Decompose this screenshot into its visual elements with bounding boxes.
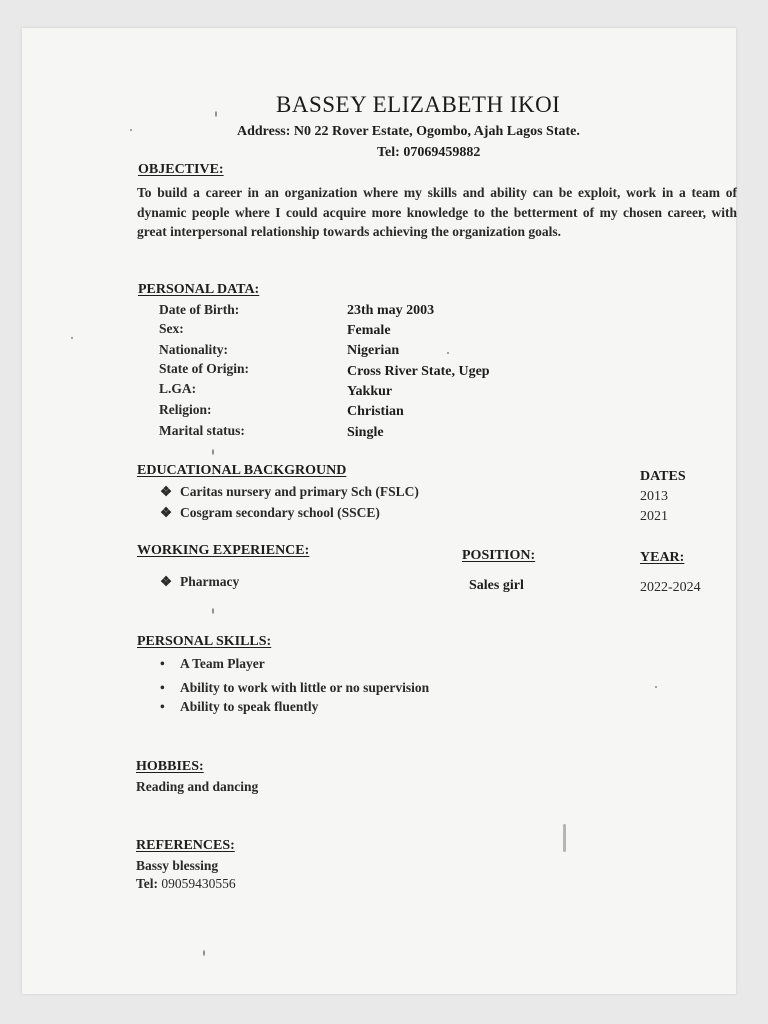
reference-tel (136, 876, 236, 892)
skill-item (160, 699, 318, 715)
education-date: 2021 (640, 509, 668, 524)
bullet-dot-icon: • (160, 699, 165, 714)
lga-value: Yakkur (347, 384, 393, 399)
dob-value: 23th may 2003 (347, 303, 435, 318)
scan-speck (447, 352, 449, 354)
bullet-dot-icon: • (160, 656, 165, 671)
references-heading: REFERENCES: (136, 838, 235, 853)
dates-heading: DATES (640, 469, 686, 484)
experience-position: Sales girl (469, 578, 524, 593)
state-of-origin-label: State of Origin: (159, 361, 249, 376)
skill-item (160, 656, 265, 672)
scan-speck (655, 686, 657, 688)
telephone-line: Tel: 07069459882 (377, 145, 481, 160)
experience-heading: WORKING EXPERIENCE: (137, 543, 310, 558)
sex-value: Female (347, 323, 391, 338)
dob-label: Date of Birth: (159, 302, 240, 317)
skill-text: Ability to speak fluently (180, 699, 319, 714)
scan-speck (212, 608, 214, 614)
education-item-text: Cosgram secondary school (SSCE) (180, 505, 380, 520)
scan-speck (71, 337, 73, 339)
experience-year: 2022-2024 (640, 580, 701, 595)
nationality-label: Nationality: (159, 342, 228, 357)
religion-label: Religion: (159, 402, 212, 417)
sex-label: Sex: (159, 321, 184, 336)
lga-label: L.GA: (159, 381, 197, 396)
skill-text: A Team Player (180, 656, 265, 671)
state-of-origin-value: Cross River State, Ugep (347, 364, 490, 379)
hobbies-text: Reading and dancing (136, 779, 259, 794)
objective-heading: OBJECTIVE: (138, 162, 224, 177)
education-heading: EDUCATIONAL BACKGROUND (137, 463, 347, 478)
experience-place: Pharmacy (180, 574, 240, 589)
marital-status-label: Marital status: (159, 423, 245, 438)
bullet-dot-icon: • (160, 680, 165, 695)
religion-value: Christian (347, 404, 404, 419)
position-heading: POSITION: (462, 548, 536, 563)
education-date: 2013 (640, 489, 668, 504)
reference-tel-number: 09059430556 (161, 876, 236, 891)
diamond-bullet-icon: ❖ (160, 505, 173, 520)
reference-name: Bassy blessing (136, 858, 219, 873)
experience-item (160, 574, 239, 590)
education-item (160, 505, 380, 521)
scan-speck (563, 824, 566, 852)
diamond-bullet-icon: ❖ (160, 484, 173, 499)
applicant-name: BASSEY ELIZABETH IKOI (276, 92, 561, 117)
diamond-bullet-icon: ❖ (160, 574, 173, 589)
education-item (160, 484, 419, 500)
address-line: Address: N0 22 Rover Estate, Ogombo, Ajah Lagos State. (237, 124, 580, 139)
scan-speck (215, 111, 217, 117)
education-item-text: Caritas nursery and primary Sch (FSLC) (180, 484, 419, 499)
objective-text: To build a career in an organization where my skills and ability can be exploit, work in a team of dynamic people where I could acquire more knowledge to the betterment of my chosen career, with great interpersonal relationship towards achieving the organization goals. (137, 185, 737, 239)
year-heading: YEAR: (640, 550, 685, 565)
nationality-value: Nigerian (347, 343, 400, 358)
skills-heading: PERSONAL SKILLS: (137, 634, 272, 649)
skill-item (160, 680, 429, 696)
scan-speck (203, 950, 205, 956)
hobbies-heading: HOBBIES: (136, 759, 204, 774)
scan-speck (212, 449, 214, 455)
reference-tel-label: Tel: (136, 876, 159, 891)
personal-data-heading: PERSONAL DATA: (138, 282, 260, 297)
scan-speck (130, 129, 132, 131)
skill-text: Ability to work with little or no supervision (180, 680, 430, 695)
marital-status-value: Single (347, 425, 384, 440)
